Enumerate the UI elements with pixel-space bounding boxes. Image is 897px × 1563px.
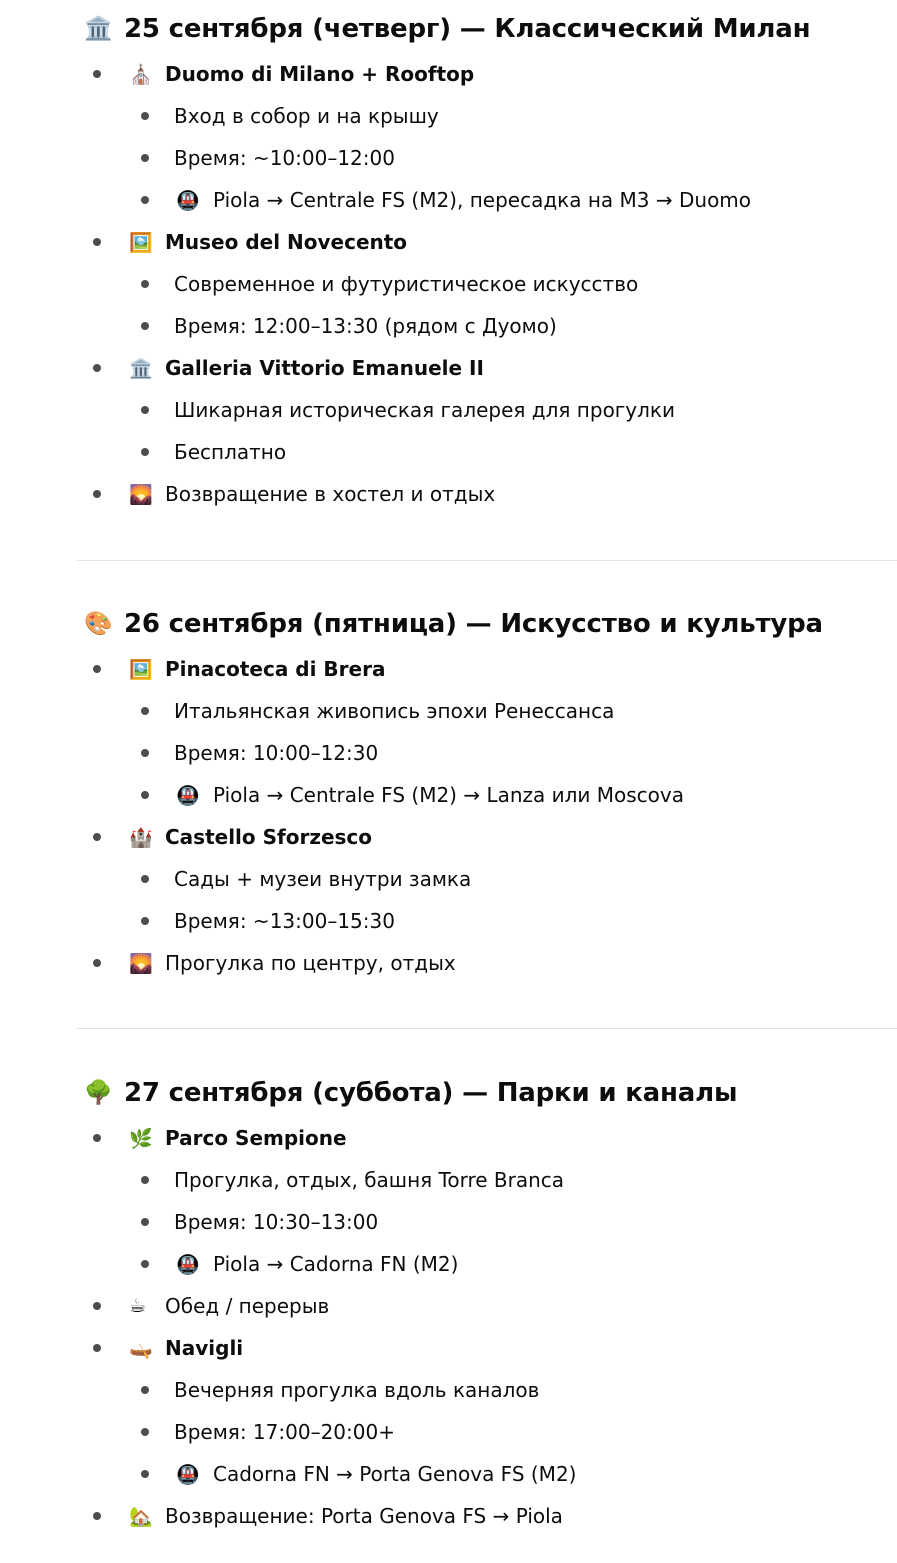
activity-details: [0, 1369, 897, 1495]
day-heading: [83, 12, 897, 46]
bullet: [141, 791, 149, 799]
activity-item: [0, 1285, 897, 1327]
detail-text: Современное и футуристическое искусство: [174, 272, 639, 296]
metro-icon: 🚇: [176, 1253, 200, 1276]
activity-list: [0, 648, 897, 984]
bullet: [93, 70, 101, 78]
day-section: [83, 12, 897, 46]
herb-icon: 🌿: [129, 1127, 153, 1150]
activity-row: [0, 1327, 897, 1369]
activity-list: [0, 53, 897, 515]
bullet: [93, 1134, 101, 1142]
activity-title: Parco Sempione: [165, 1126, 347, 1150]
classical-building-icon: 🏛️: [84, 16, 113, 42]
bullet: [141, 1176, 149, 1184]
detail-item: [0, 1243, 897, 1285]
activity-row: [0, 816, 897, 858]
section-divider: [77, 560, 897, 561]
day-section: [83, 1076, 897, 1110]
detail-item: [0, 95, 897, 137]
detail-item: [0, 431, 897, 473]
activity-details: [0, 95, 897, 221]
detail-row: [0, 263, 897, 305]
day-section: [83, 607, 897, 641]
activity-item: [0, 347, 897, 473]
section-divider: [77, 1028, 897, 1029]
metro-icon: 🚇: [176, 1463, 200, 1486]
detail-row: [0, 1369, 897, 1411]
detail-text: Вечерняя прогулка вдоль каналов: [174, 1378, 540, 1402]
detail-row: [0, 1411, 897, 1453]
bullet: [93, 238, 101, 246]
detail-item: [0, 305, 897, 347]
activity-row: [0, 221, 897, 263]
bullet: [141, 1218, 149, 1226]
detail-item: [0, 690, 897, 732]
detail-row: [0, 690, 897, 732]
detail-text: Время: 17:00–20:00+: [174, 1420, 395, 1444]
activity-row: [0, 473, 897, 515]
detail-text: Шикарная историческая галерея для прогулки: [174, 398, 676, 422]
metro-icon: 🚇: [176, 784, 200, 807]
detail-text: Время: 12:00–13:30 (рядом с Дуомо): [174, 314, 557, 338]
activity-item: [0, 1117, 897, 1285]
activity-details: [0, 690, 897, 816]
activity-details: [0, 263, 897, 347]
activity-item: [0, 648, 897, 816]
detail-row: [0, 900, 897, 942]
bullet: [93, 833, 101, 841]
bullet: [93, 364, 101, 372]
activity-item: [0, 1495, 897, 1537]
detail-text: Время: 10:30–13:00: [174, 1210, 379, 1234]
bullet: [141, 707, 149, 715]
detail-row: [0, 1159, 897, 1201]
day-heading-text: 26 сентября (пятница) — Искусство и культура: [124, 609, 823, 639]
activity-title: Castello Sforzesco: [165, 825, 373, 849]
activity-title: Pinacoteca di Brera: [165, 657, 386, 681]
sunrise-over-mountains-icon: 🌄: [129, 952, 153, 975]
activity-details: [0, 858, 897, 942]
detail-row: [0, 431, 897, 473]
detail-item: [0, 1369, 897, 1411]
castle-icon: 🏰: [129, 826, 153, 849]
detail-text: Итальянская живопись эпохи Ренессанса: [174, 699, 615, 723]
bullet: [141, 406, 149, 414]
detail-item: [0, 1201, 897, 1243]
detail-text: Piola → Centrale FS (M2) → Lanza или Moscova: [213, 783, 685, 807]
activity-row: [0, 1285, 897, 1327]
framed-picture-icon: 🖼️: [129, 231, 153, 254]
detail-item: [0, 1453, 897, 1495]
church-icon: ⛪: [129, 63, 153, 86]
bullet: [141, 1428, 149, 1436]
bullet: [93, 1512, 101, 1520]
bullet: [141, 196, 149, 204]
activity-item: [0, 942, 897, 984]
bullet: [141, 448, 149, 456]
activity-title: Navigli: [165, 1336, 244, 1360]
activity-title: Возвращение: Porta Genova FS → Piola: [165, 1504, 563, 1528]
bullet: [93, 959, 101, 967]
day-heading-text: 27 сентября (суббота) — Парки и каналы: [124, 1078, 738, 1108]
detail-item: [0, 732, 897, 774]
activity-title: Galleria Vittorio Emanuele II: [165, 356, 484, 380]
activity-title: Museo del Novecento: [165, 230, 408, 254]
activity-row: [0, 1495, 897, 1537]
activity-title: Прогулка по центру, отдых: [165, 951, 456, 975]
bullet: [141, 280, 149, 288]
detail-text: Время: ~10:00–12:00: [174, 146, 395, 170]
detail-row: [0, 1201, 897, 1243]
bullet: [141, 749, 149, 757]
detail-item: [0, 179, 897, 221]
sunrise-over-mountains-icon: 🌄: [129, 483, 153, 506]
detail-row: [0, 858, 897, 900]
detail-row: [0, 305, 897, 347]
metro-icon: 🚇: [176, 189, 200, 212]
bullet: [141, 1470, 149, 1478]
detail-text: Cadorna FN → Porta Genova FS (M2): [213, 1462, 577, 1486]
detail-text: Сады + музеи внутри замка: [174, 867, 472, 891]
day-heading: [83, 607, 897, 641]
canoe-icon: 🛶: [129, 1337, 153, 1360]
bullet: [141, 322, 149, 330]
detail-item: [0, 1411, 897, 1453]
bullet: [93, 1302, 101, 1310]
bullet: [141, 917, 149, 925]
bullet: [141, 875, 149, 883]
detail-item: [0, 137, 897, 179]
activity-item: [0, 53, 897, 221]
detail-text: Бесплатно: [174, 440, 287, 464]
activity-item: [0, 473, 897, 515]
house-with-garden-icon: 🏡: [129, 1505, 153, 1528]
detail-text: Piola → Cadorna FN (M2): [213, 1252, 459, 1276]
activity-title: Duomo di Milano + Rooftop: [165, 62, 475, 86]
activity-list: [0, 1117, 897, 1537]
day-heading-text: 25 сентября (четверг) — Классический Милан: [124, 14, 811, 44]
detail-text: Время: ~13:00–15:30: [174, 909, 395, 933]
activity-details: [0, 1159, 897, 1285]
activity-row: [0, 53, 897, 95]
detail-row: [0, 1243, 897, 1285]
detail-row: [0, 1453, 897, 1495]
bullet: [141, 112, 149, 120]
framed-picture-icon: 🖼️: [129, 658, 153, 681]
detail-row: [0, 774, 897, 816]
hot-beverage-icon: ☕: [129, 1295, 147, 1317]
activity-title: Обед / перерыв: [165, 1294, 330, 1318]
activity-item: [0, 816, 897, 942]
activity-item: [0, 221, 897, 347]
detail-row: [0, 732, 897, 774]
activity-row: [0, 942, 897, 984]
activity-details: [0, 389, 897, 473]
activity-title: Возвращение в хостел и отдых: [165, 482, 496, 506]
bullet: [141, 154, 149, 162]
detail-item: [0, 389, 897, 431]
activity-row: [0, 1117, 897, 1159]
bullet: [93, 665, 101, 673]
artist-palette-icon: 🎨: [84, 611, 113, 637]
detail-text: Вход в собор и на крышу: [174, 104, 439, 128]
bullet: [93, 1344, 101, 1352]
detail-row: [0, 137, 897, 179]
detail-row: [0, 95, 897, 137]
deciduous-tree-icon: 🌳: [84, 1080, 113, 1106]
day-heading: [83, 1076, 897, 1110]
detail-item: [0, 858, 897, 900]
activity-row: [0, 648, 897, 690]
detail-item: [0, 1159, 897, 1201]
bullet: [141, 1260, 149, 1268]
bullet: [93, 490, 101, 498]
detail-row: [0, 179, 897, 221]
detail-text: Piola → Centrale FS (M2), пересадка на M3 → Duomo: [213, 188, 752, 212]
detail-row: [0, 389, 897, 431]
activity-item: [0, 1327, 897, 1495]
detail-item: [0, 774, 897, 816]
bullet: [141, 1386, 149, 1394]
classical-building-icon: 🏛️: [129, 357, 153, 380]
detail-item: [0, 263, 897, 305]
detail-item: [0, 900, 897, 942]
detail-text: Время: 10:00–12:30: [174, 741, 379, 765]
detail-text: Прогулка, отдых, башня Torre Branca: [174, 1168, 565, 1192]
activity-row: [0, 347, 897, 389]
